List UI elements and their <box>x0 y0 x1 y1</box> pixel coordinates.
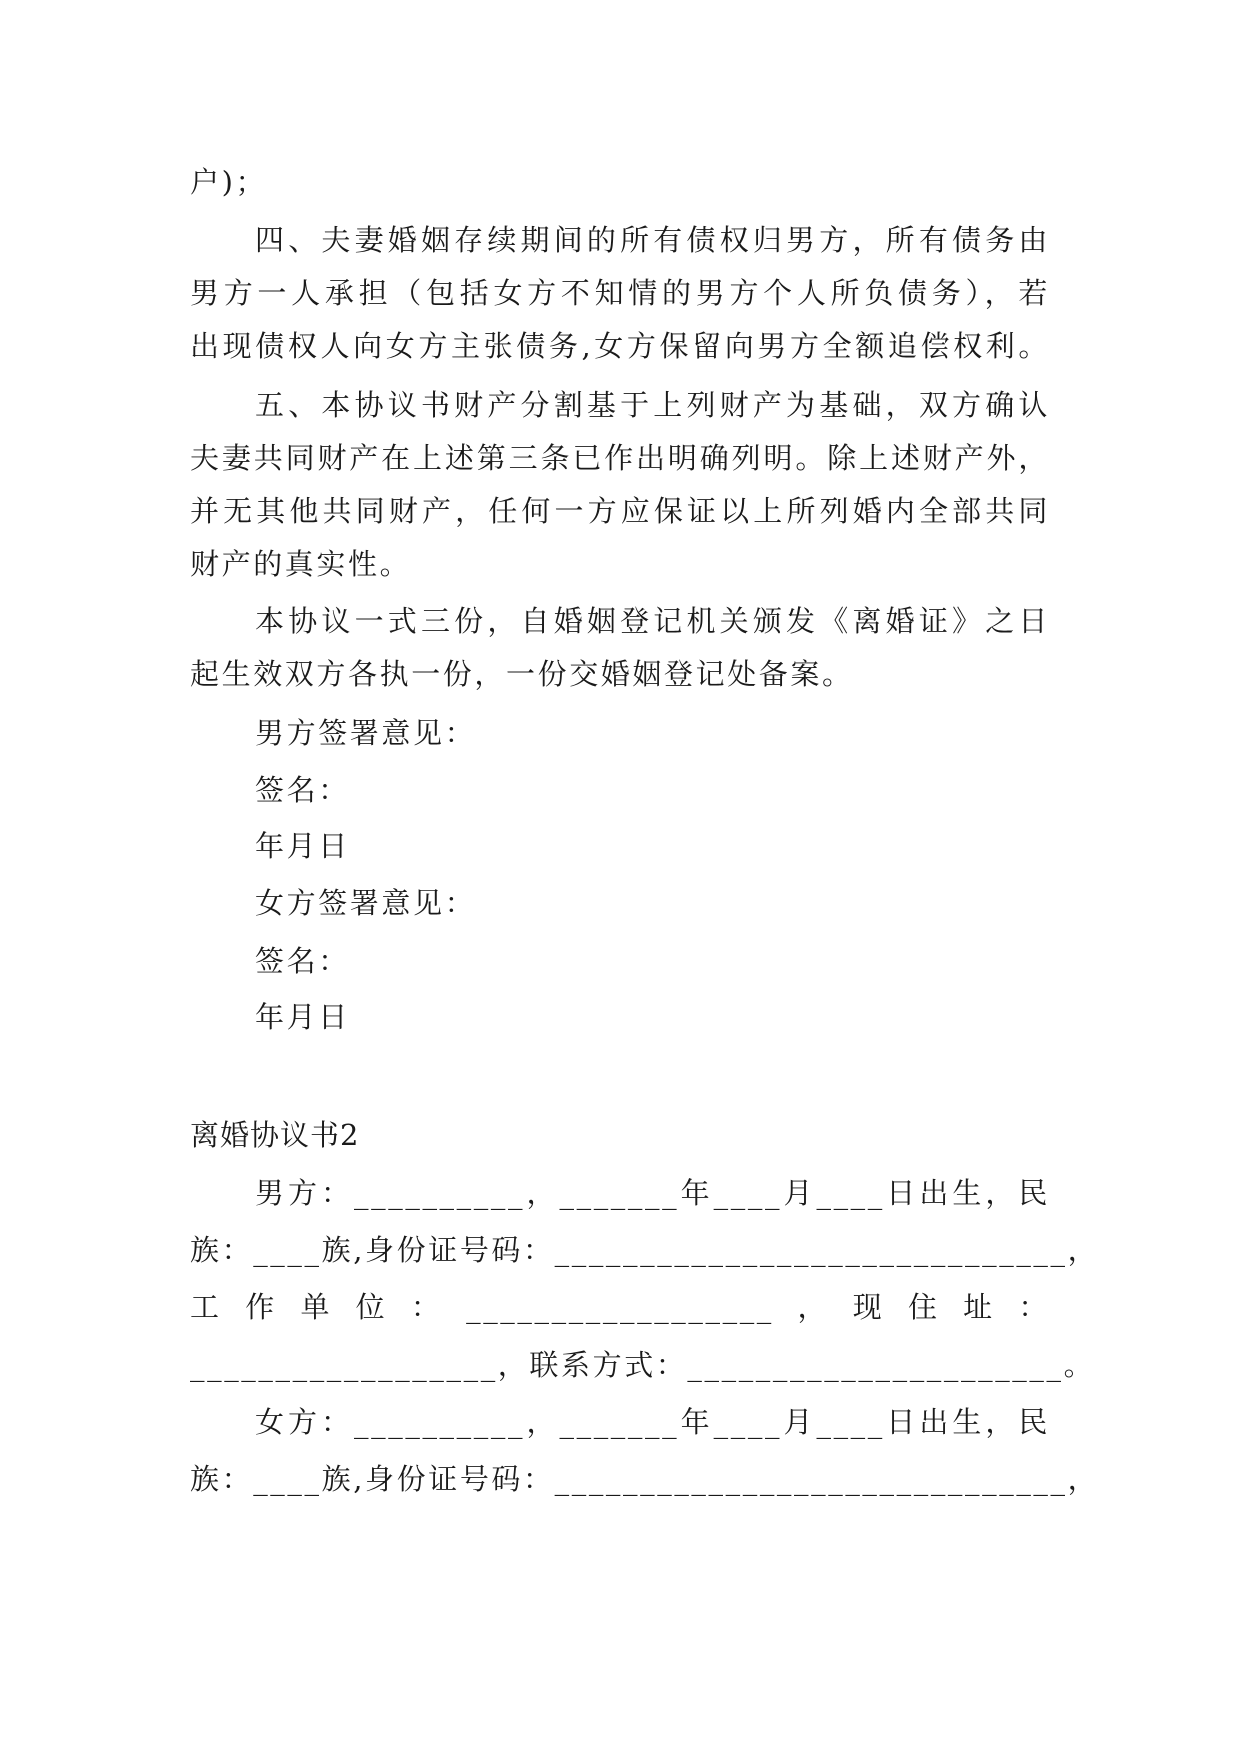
male-opinion-label: 男方签署意见： <box>255 716 477 750</box>
female-info-line-2: 族：____族,身份证号码：______________________________， <box>190 1462 1100 1496</box>
clause-five-line-2: 夫妻共同财产在上述第三条已作出明确列明。除上述财产外， <box>190 441 1050 475</box>
female-opinion-label: 女方签署意见： <box>255 886 477 920</box>
male-info-line-2: 族：____族,身份证号码：______________________________， <box>190 1233 1100 1267</box>
male-info-line-1: 男方：__________，_______年____月____日出生，民 <box>255 1176 1050 1210</box>
female-date-label: 年月日 <box>255 1000 350 1034</box>
clause-four-line-3: 出现债权人向女方主张债务,女方保留向男方全额追偿权利。 <box>190 329 1050 363</box>
copies-line-2: 起生效双方各执一份，一份交婚姻登记处备案。 <box>190 657 854 691</box>
section-heading: 离婚协议书2 <box>190 1118 360 1152</box>
clause-five-line-4: 财产的真实性。 <box>190 547 412 581</box>
clause-four-line-2: 男方一人承担（包括女方不知情的男方个人所负债务），若 <box>190 276 1050 310</box>
male-date-label: 年月日 <box>255 829 350 863</box>
clause-five-line-3: 并无其他共同财产，任何一方应保证以上所列婚内全部共同 <box>190 494 1050 528</box>
copies-line-1: 本协议一式三份，自婚姻登记机关颁发《离婚证》之日 <box>255 604 1050 638</box>
female-info-line-1: 女方：__________，_______年____月____日出生，民 <box>255 1405 1050 1439</box>
clause-five-line-1: 五、本协议书财产分割基于上列财产为基础，双方确认 <box>255 388 1050 422</box>
female-signature-label: 签名： <box>255 944 350 978</box>
male-signature-label: 签名： <box>255 773 350 807</box>
clause-four-line-1: 四、夫妻婚姻存续期间的所有债权归男方，所有债务由 <box>255 223 1050 257</box>
male-info-line-4: __________________，联系方式：______________________。 <box>190 1348 1096 1382</box>
male-info-line-3: 工作单位：__________________，现住址： <box>190 1290 1050 1324</box>
clause-three-end: 户)； <box>190 165 268 199</box>
